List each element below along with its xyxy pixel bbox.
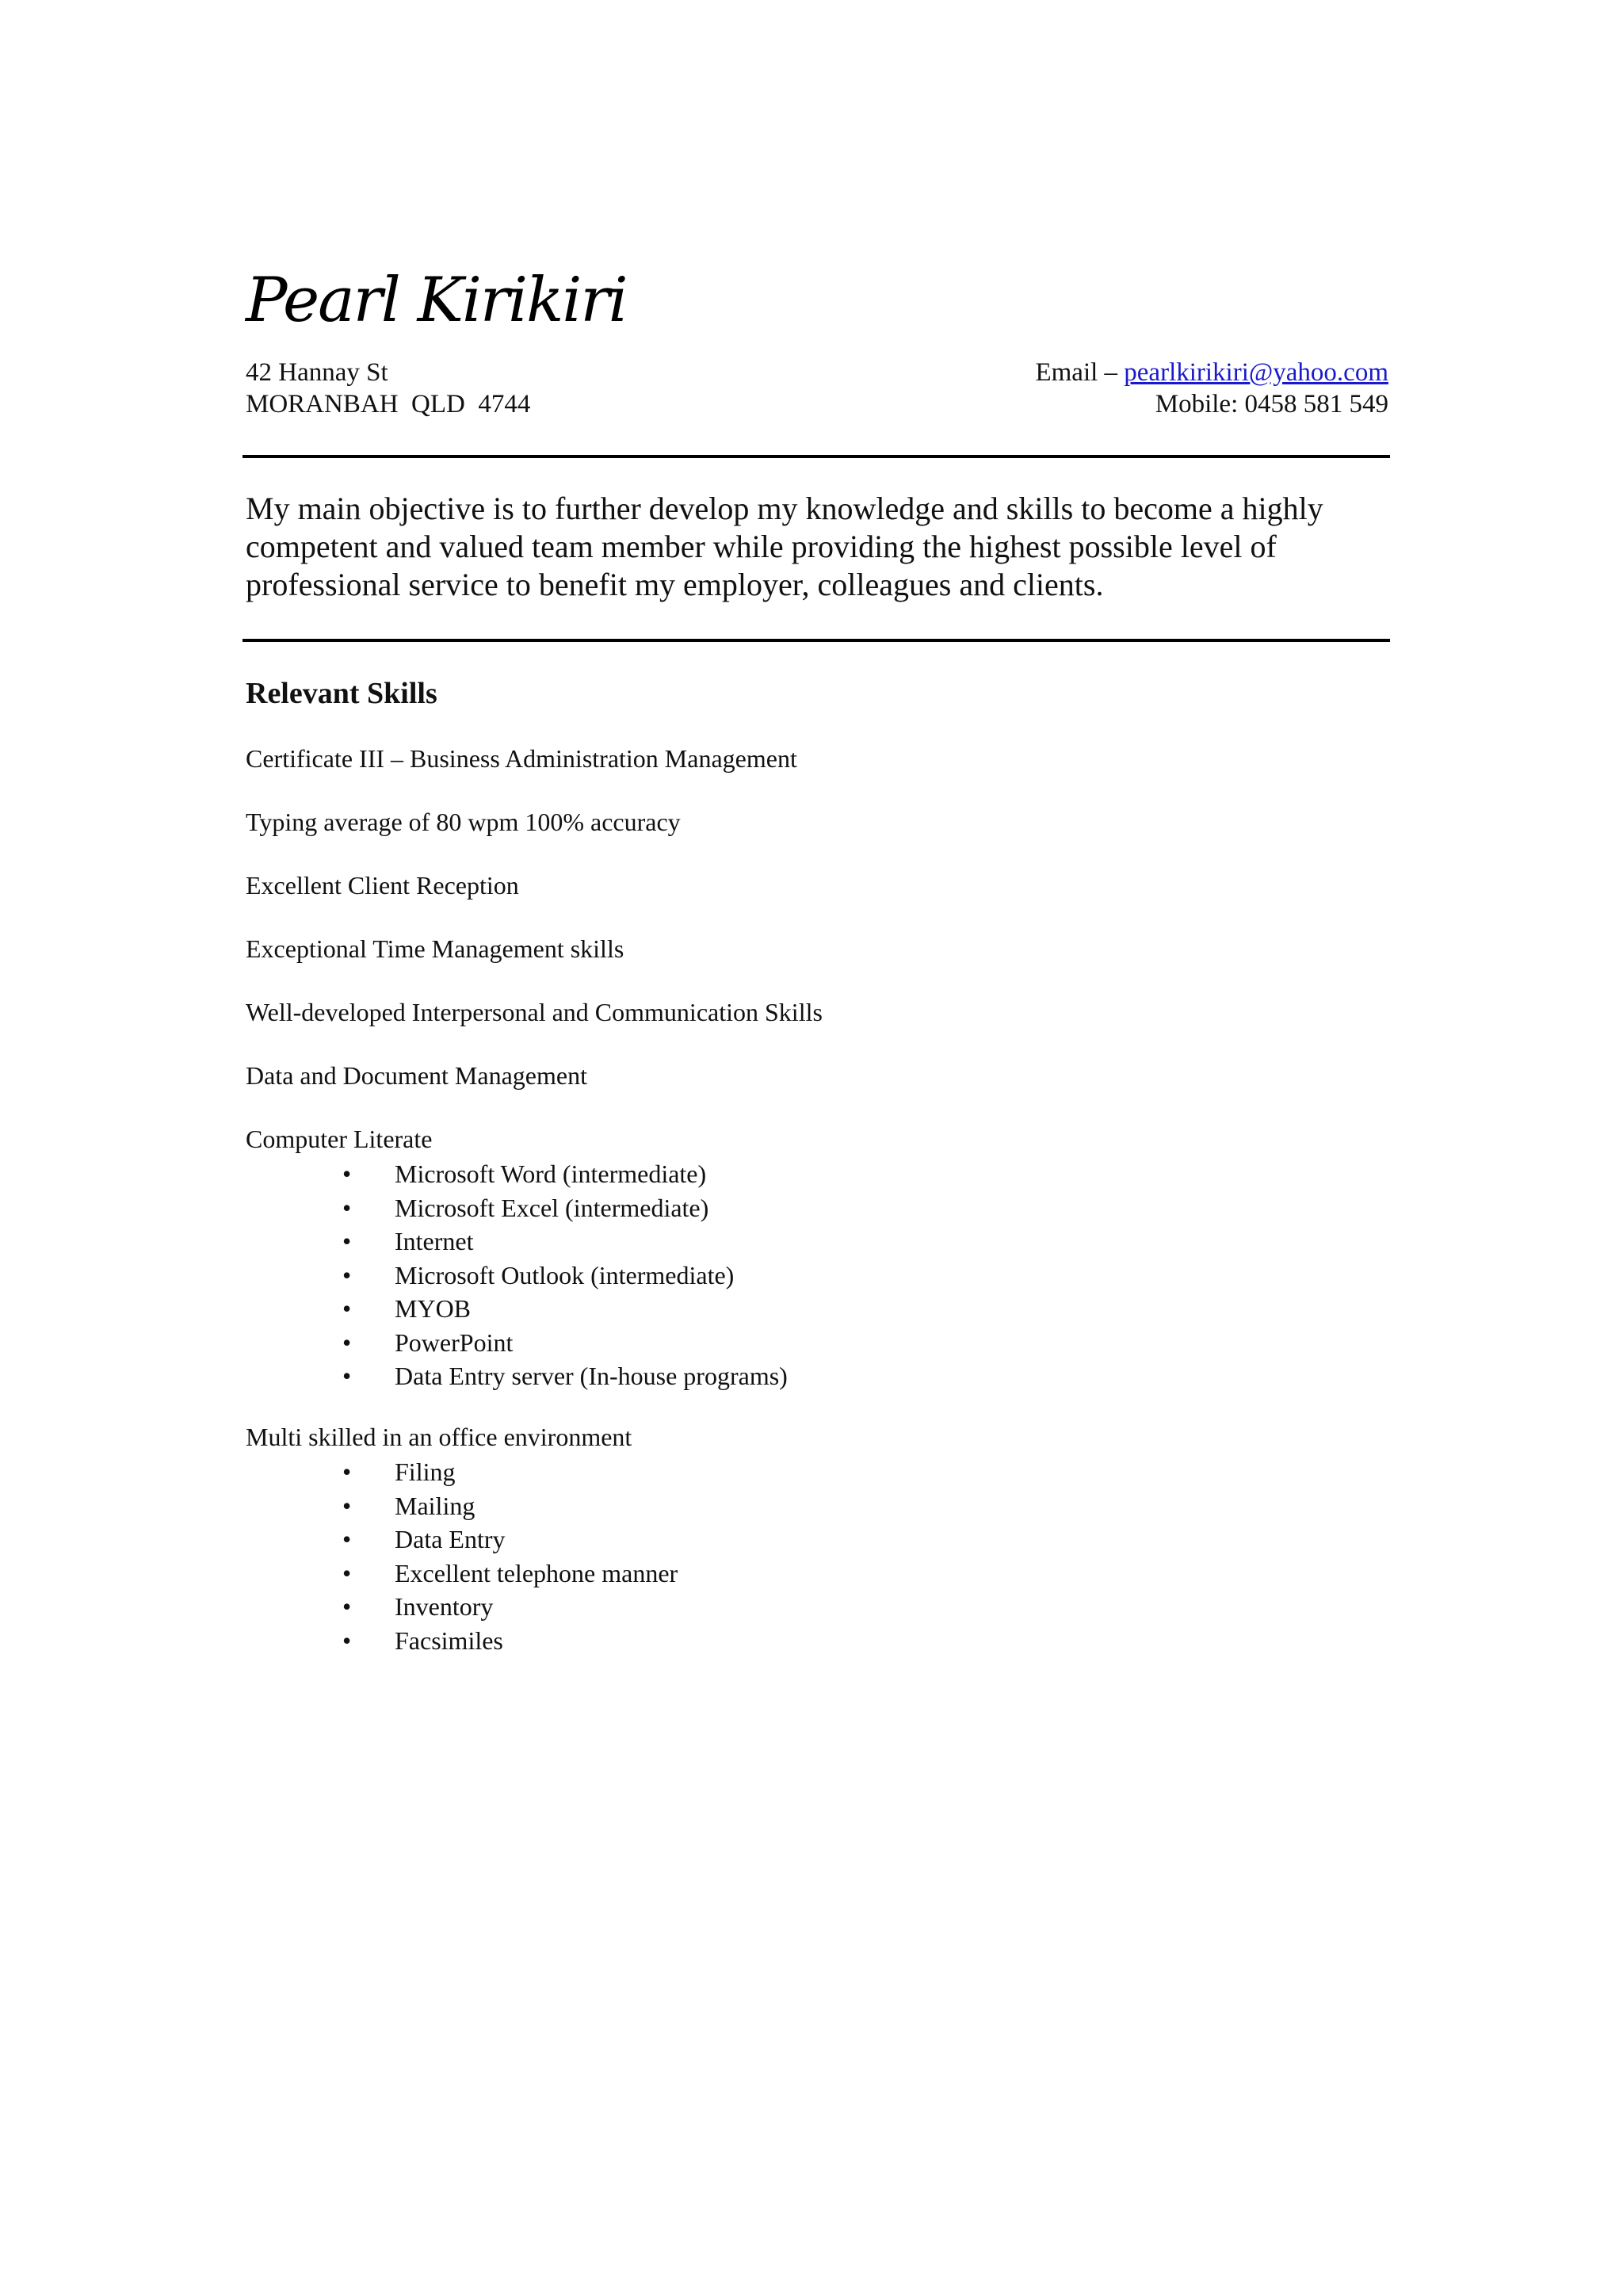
objective-divider	[242, 639, 1390, 642]
skill-item: Certificate III – Business Administration Management	[246, 744, 797, 773]
list-item: • Inventory	[246, 1590, 678, 1624]
email-label: Email –	[1035, 358, 1125, 387]
list-item: • Internet	[246, 1224, 788, 1259]
office-skills-label: Multi skilled in an office environment	[246, 1423, 632, 1451]
bullet-icon: •	[342, 1260, 352, 1289]
bullet-icon: •	[342, 1558, 352, 1587]
bullet-icon: •	[342, 1227, 352, 1255]
list-item: • Data Entry	[246, 1522, 678, 1557]
applicant-name: Pearl Kirikiri	[246, 265, 627, 336]
section-heading-relevant-skills: Relevant Skills	[246, 677, 437, 710]
bullet-icon: •	[342, 1491, 352, 1520]
list-item: • Mailing	[246, 1489, 678, 1523]
contact-block	[1035, 357, 1388, 420]
skill-item: Well-developed Interpersonal and Communication Skills	[246, 998, 823, 1026]
email-link[interactable]: pearlkirikiri@yahoo.com	[1124, 358, 1388, 387]
address-block	[246, 357, 530, 420]
office-skills-list	[246, 1455, 678, 1657]
list-item: • Excellent telephone manner	[246, 1557, 678, 1591]
header-divider	[242, 455, 1390, 458]
list-item: • MYOB	[246, 1292, 788, 1326]
bullet-icon: •	[342, 1626, 352, 1655]
list-item: • Microsoft Excel (intermediate)	[246, 1191, 788, 1225]
skill-item: Exceptional Time Management skills	[246, 934, 624, 963]
bullet-icon: •	[342, 1592, 352, 1621]
skill-item: Data and Document Management	[246, 1061, 587, 1090]
list-item: • PowerPoint	[246, 1326, 788, 1360]
email-line	[1035, 357, 1388, 388]
list-item: • Microsoft Word (intermediate)	[246, 1157, 788, 1191]
skill-item: Typing average of 80 wpm 100% accuracy	[246, 808, 681, 836]
bullet-icon: •	[342, 1159, 352, 1188]
bullet-icon: •	[342, 1362, 352, 1390]
computer-literate-label: Computer Literate	[246, 1125, 433, 1153]
computer-skills-list	[246, 1157, 788, 1393]
address-line-2: MORANBAH QLD 4744	[246, 390, 531, 418]
list-item: • Microsoft Outlook (intermediate)	[246, 1259, 788, 1293]
list-item: • Data Entry server (In-house programs)	[246, 1359, 788, 1393]
address-line-1: 42 Hannay St	[246, 358, 388, 387]
bullet-icon: •	[342, 1294, 352, 1323]
list-item: • Filing	[246, 1455, 678, 1489]
bullet-icon: •	[342, 1328, 352, 1357]
list-item: • Facsimiles	[246, 1624, 678, 1658]
objective-statement: My main objective is to further develop my knowledge and skills to become a highly competent and valued team member while providing the highest possible level of professional service to benefit my employer, colleagues and clients.	[246, 491, 1323, 602]
bullet-icon: •	[342, 1525, 352, 1553]
mobile-line: Mobile: 0458 581 549	[1155, 390, 1388, 418]
skill-item: Excellent Client Reception	[246, 871, 519, 900]
bullet-icon: •	[342, 1457, 352, 1486]
bullet-icon: •	[342, 1193, 352, 1222]
